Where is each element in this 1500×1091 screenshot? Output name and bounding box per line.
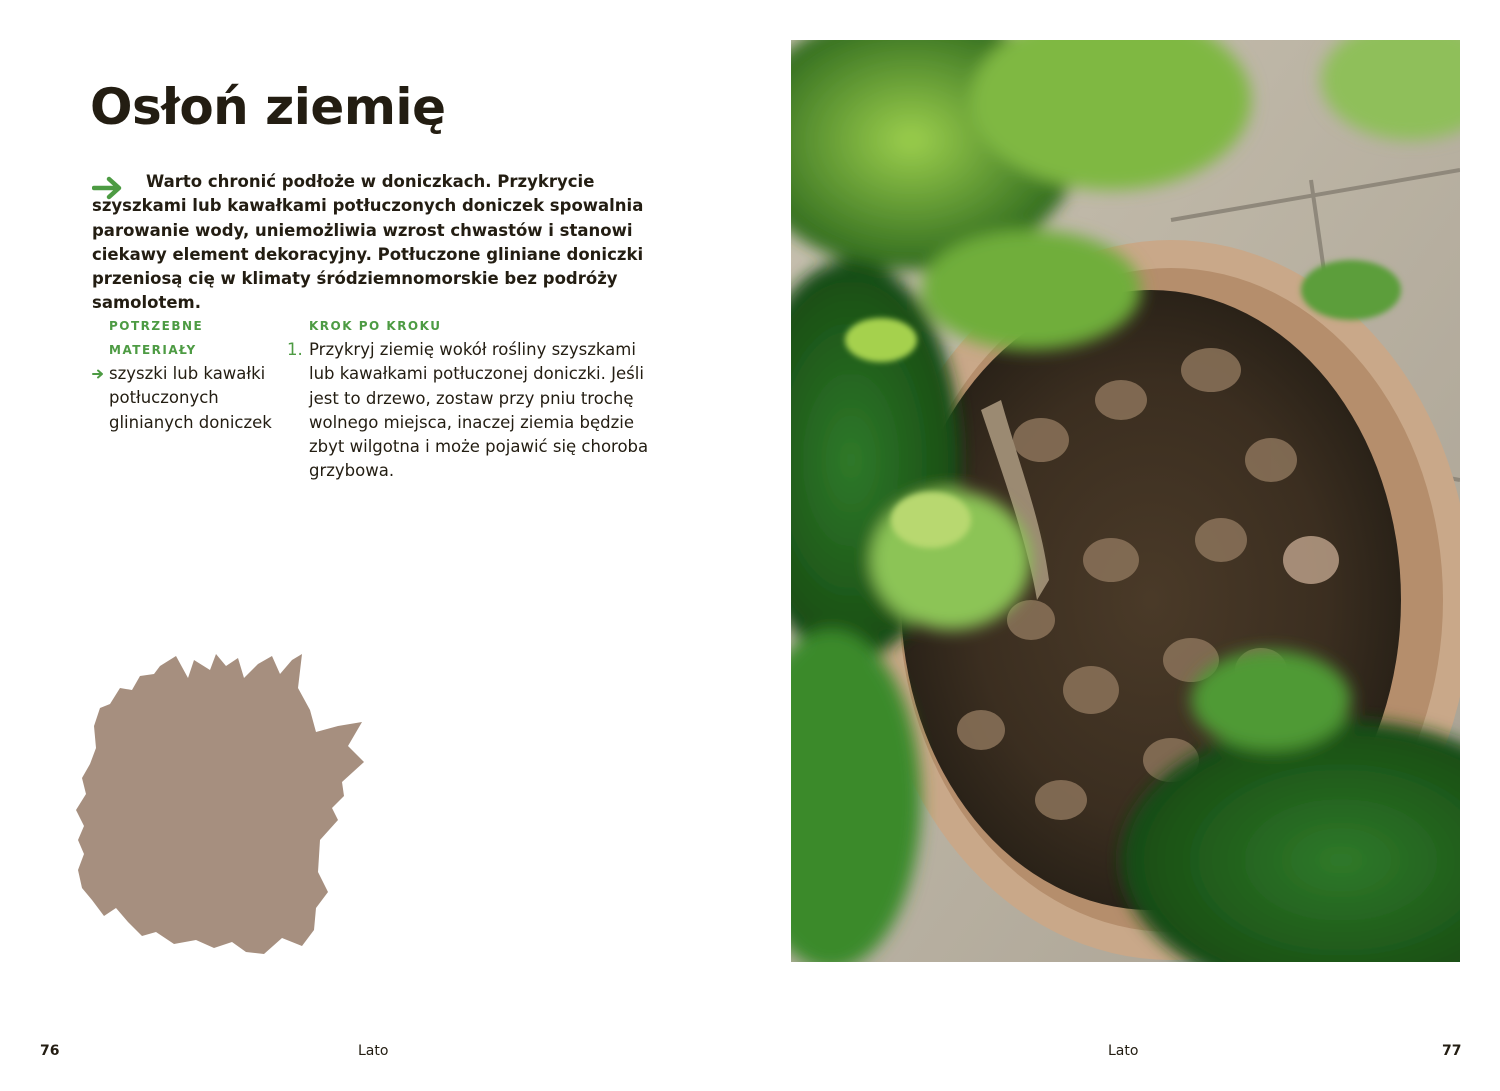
steps-list bbox=[283, 338, 663, 484]
material-item bbox=[92, 362, 272, 435]
step-number: 1. bbox=[287, 340, 303, 359]
materials-list bbox=[92, 362, 272, 435]
material-item-text: szyszki lub kawałki potłuczonych glinianych doniczek bbox=[109, 364, 272, 432]
materials-heading bbox=[109, 314, 259, 363]
materials-heading-line1: POTRZEBNE bbox=[109, 319, 204, 333]
pine-cone-illustration bbox=[76, 650, 366, 955]
intro-paragraph: Warto chronić podłoże w doniczkach. Przykrycie szyszkami lub kawałkami potłuczonych doniczek spowalnia parowanie wody, uniemożliwia wzrost chwastów i stanowi ciekawy element dekoracyjny. Potłuczone gliniane doniczki przeniosą cię w klimaty śródziemnomorskie bez podróży samolotem. bbox=[92, 172, 644, 313]
arrow-right-icon bbox=[92, 369, 104, 379]
step-text: Przykryj ziemię wokół rośliny szyszkami lub kawałkami potłuczonej doniczki. Jeśli jest to drzewo, zostaw przy pniu trochę wolnego miejsca, inaczej ziemia będzie zbyt wilgotna i może pojawić się choroba grzybowa. bbox=[309, 340, 649, 481]
page-title: Osłoń ziemię bbox=[90, 78, 446, 136]
right-section-name: Lato bbox=[1108, 1043, 1139, 1059]
left-page-number: 76 bbox=[40, 1043, 60, 1059]
right-page-number: 77 bbox=[1442, 1043, 1462, 1059]
photo-pine-cones-in-pot bbox=[791, 40, 1460, 962]
steps-heading: KROK PO KROKU bbox=[309, 319, 442, 333]
materials-heading-line2: MATERIAŁY bbox=[109, 343, 197, 358]
left-section-name: Lato bbox=[358, 1043, 389, 1059]
step-item bbox=[283, 338, 663, 484]
